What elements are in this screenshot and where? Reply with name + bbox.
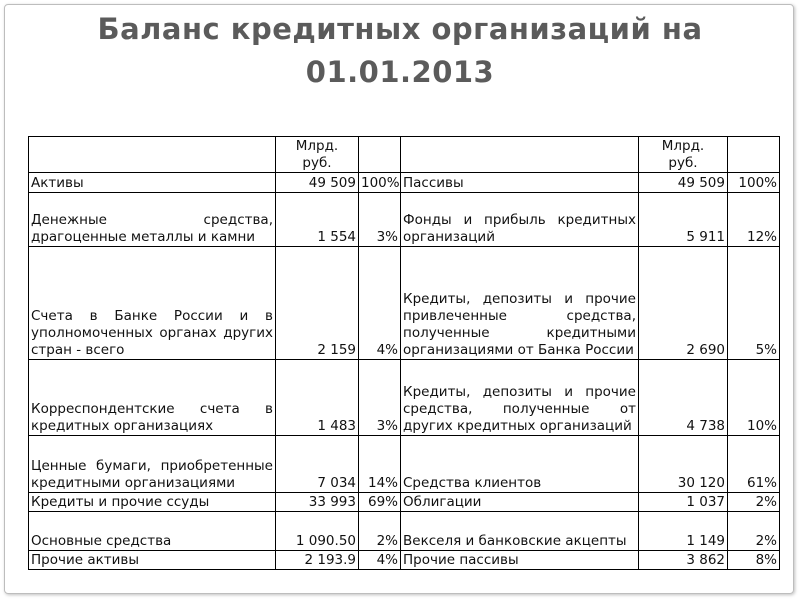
- asset-pct: 3%: [359, 360, 401, 436]
- header-empty-assets-pct: [359, 137, 401, 173]
- table-row: [29, 436, 780, 493]
- title-line-1: Баланс кредитных организаций на: [97, 12, 703, 46]
- asset-pct: 14%: [359, 436, 401, 493]
- liab-unit-header: Млрд. руб.: [639, 137, 728, 173]
- assets-total-value: 49 509: [276, 173, 359, 193]
- asset-value: 33 993: [276, 493, 359, 512]
- liab-pct: 8%: [728, 551, 780, 570]
- asset-value: 2 193.9: [276, 551, 359, 570]
- table-row: [29, 193, 780, 247]
- liab-value: 3 862: [639, 551, 728, 570]
- total-row: [29, 173, 780, 193]
- table-row: [29, 493, 780, 512]
- liab-value: 1 037: [639, 493, 728, 512]
- table-row: [29, 360, 780, 436]
- asset-value: 1 554: [276, 193, 359, 247]
- asset-pct: 4%: [359, 551, 401, 570]
- liab-label: Фонды и прибыль кредитных организаций: [401, 193, 639, 247]
- header-empty-liab: [401, 137, 639, 173]
- liab-label: Средства клиентов: [401, 436, 639, 493]
- slide-title: [0, 8, 800, 94]
- liab-pct: 2%: [728, 493, 780, 512]
- liab-label: Кредиты, депозиты и прочие привлеченные средства, полученные кредитными организациями от Банка России: [401, 247, 639, 360]
- table-row: [29, 551, 780, 570]
- liab-value: 2 690: [639, 247, 728, 360]
- liab-value: 5 911: [639, 193, 728, 247]
- liab-pct: 2%: [728, 512, 780, 551]
- liab-pct: 10%: [728, 360, 780, 436]
- assets-total-label: Активы: [29, 173, 276, 193]
- asset-pct: 4%: [359, 247, 401, 360]
- table-row: [29, 247, 780, 360]
- liab-pct: 5%: [728, 247, 780, 360]
- liab-label: Векселя и банковские акцепты: [401, 512, 639, 551]
- header-empty-liab-pct: [728, 137, 780, 173]
- asset-pct: 2%: [359, 512, 401, 551]
- asset-label: Основные средства: [29, 512, 276, 551]
- liab-pct: 61%: [728, 436, 780, 493]
- header-row: [29, 137, 780, 173]
- asset-label: Кредиты и прочие ссуды: [29, 493, 276, 512]
- liab-total-label: Пассивы: [401, 173, 639, 193]
- table-row: [29, 512, 780, 551]
- liab-label: Прочие пассивы: [401, 551, 639, 570]
- title-line-2: 01.01.2013: [305, 55, 495, 89]
- header-empty-assets: [29, 137, 276, 173]
- assets-unit-header: Млрд. руб.: [276, 137, 359, 173]
- liab-pct: 12%: [728, 193, 780, 247]
- liab-value: 4 738: [639, 360, 728, 436]
- asset-label: Прочие активы: [29, 551, 276, 570]
- asset-value: 2 159: [276, 247, 359, 360]
- asset-value: 1 090.50: [276, 512, 359, 551]
- liab-label: Облигации: [401, 493, 639, 512]
- asset-pct: 3%: [359, 193, 401, 247]
- asset-value: 1 483: [276, 360, 359, 436]
- liab-value: 30 120: [639, 436, 728, 493]
- balance-table: [28, 136, 780, 570]
- asset-label: Денежные средства, драгоценные металлы и камни: [29, 193, 276, 247]
- asset-label: Ценные бумаги, приобретенные кредитными организациями: [29, 436, 276, 493]
- liab-total-pct: 100%: [728, 173, 780, 193]
- assets-total-pct: 100%: [359, 173, 401, 193]
- asset-pct: 69%: [359, 493, 401, 512]
- liab-value: 1 149: [639, 512, 728, 551]
- asset-label: Корреспондентские счета в кредитных организациях: [29, 360, 276, 436]
- asset-label: Счета в Банке России и в уполномоченных органах других стран - всего: [29, 247, 276, 360]
- liab-label: Кредиты, депозиты и прочие средства, полученные от других кредитных организаций: [401, 360, 639, 436]
- liab-total-value: 49 509: [639, 173, 728, 193]
- asset-value: 7 034: [276, 436, 359, 493]
